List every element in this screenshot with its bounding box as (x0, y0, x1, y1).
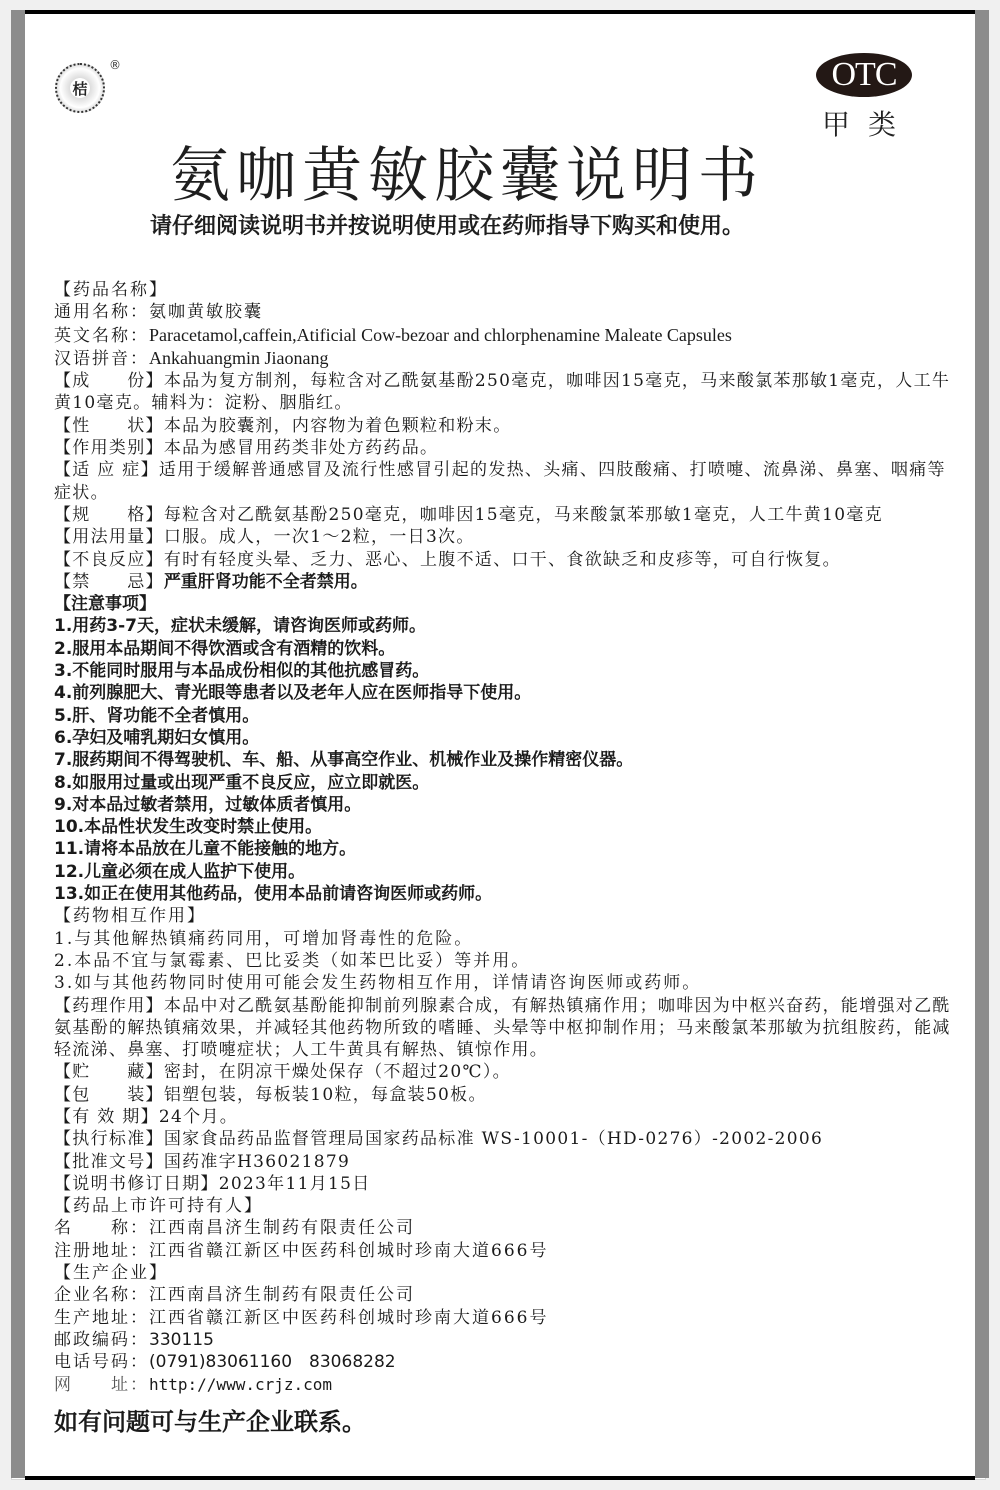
storage-section (54, 1061, 959, 1083)
dosage-section (54, 526, 959, 548)
adverse-label: 【不良反应】 (54, 549, 164, 570)
english-name-value: Paracetamol,caffein,Atificial Cow-bezoar and chlorphenamine Maleate Capsules (149, 324, 732, 345)
pharmacology-section (54, 995, 959, 1062)
postcode-label: 邮政编码： (54, 1329, 149, 1350)
indications-section (54, 459, 959, 504)
drug-name-heading: 【药品名称】 (54, 280, 168, 300)
contraindications-label: 【禁 忌】 (54, 571, 164, 592)
manufacturer-address-value: 江西省赣江新区中医药科创城时珍南大道666号 (149, 1307, 549, 1328)
revision-label: 【说明书修订日期】 (54, 1173, 219, 1194)
phone-label: 电话号码： (54, 1352, 149, 1373)
contraindications-text: 严重肝肾功能不全者禁用。 (163, 571, 368, 592)
storage-text: 密封，在阴凉干燥处保存（不超过20℃）。 (163, 1062, 511, 1083)
approval-label: 【批准文号】 (54, 1151, 164, 1172)
website-link[interactable]: http://www.crjz.com (149, 1374, 333, 1394)
otc-badge: OTC (816, 53, 912, 97)
phone-row (54, 1351, 959, 1373)
contact-note: 如有问题可与生产企业联系。 (54, 1407, 366, 1436)
top-rule (25, 10, 975, 14)
precaution-item: 6.孕妇及哺乳期妇女慎用。 (54, 727, 260, 748)
generic-name-value: 氨咖黄敏胶囊 (149, 302, 263, 323)
properties-text: 本品为胶囊剂，内容物为着色颗粒和粉末。 (163, 415, 512, 436)
interaction-item: 2.本品不宜与氯霉素、巴比妥类（如苯巴比妥）等并用。 (54, 950, 531, 971)
indications-text: 适用于缓解普通感冒及流行性感冒引起的发热、头痛、四肢酸痛、打喷嚏、流鼻涕、鼻塞、咽痛等症状。 (54, 460, 946, 503)
page-subtitle: 请仔细阅读说明书并按说明使用或在药师指导下购买和使用。 (150, 214, 745, 239)
package-text: 铝塑包装，每板装10粒，每盒装50板。 (163, 1084, 487, 1105)
holder-name-row (54, 1217, 959, 1239)
holder-address-label: 注册地址： (54, 1240, 149, 1261)
website-label: 网 址： (54, 1374, 149, 1395)
page-title: 氨咖黄敏胶囊说明书 (170, 141, 764, 211)
left-border-bar (11, 10, 25, 1478)
manufacturer-heading: 【生产企业】 (54, 1263, 168, 1284)
bottom-rule (25, 1476, 975, 1480)
contraindications-section (54, 571, 959, 593)
generic-name-label: 通用名称： (54, 302, 149, 323)
english-name-label: 英文名称： (54, 325, 149, 346)
precautions-heading: 【注意事项】 (54, 594, 156, 615)
composition-label: 【成 份】 (54, 371, 164, 392)
properties-label: 【性 状】 (54, 415, 164, 436)
validity-section (54, 1106, 959, 1128)
revision-text: 2023年11月15日 (218, 1173, 371, 1194)
pharmacology-text: 本品中对乙酰氨基酚能抑制前列腺素合成，有解热镇痛作用；咖啡因为中枢兴奋药，能增强对乙酰氨基酚的解热镇痛效果，并减轻其他药物所致的嗜睡、头晕等中枢抑制作用；马来酸氯苯那敏为抗组胺药，能减轻流涕、鼻塞、打喷嚏症状；人工牛黄具有解热、镇惊作用。 (54, 995, 951, 1061)
pinyin-row (54, 347, 959, 370)
pinyin-value: Ankahuangmin Jiaonang (149, 347, 329, 368)
postcode-row (54, 1329, 959, 1351)
precaution-item: 4.前列腺肥大、青光眼等患者以及老年人应在医师指导下使用。 (54, 683, 532, 704)
adverse-text: 有时有轻度头晕、乏力、恶心、上腹不适、口干、食欲缺乏和皮疹等，可自行恢复。 (163, 549, 841, 570)
dosage-label: 【用法用量】 (54, 527, 164, 548)
precaution-item: 3.不能同时服用与本品成份相似的其他抗感冒药。 (54, 661, 430, 682)
logo-glyph: 桔 (72, 79, 88, 98)
standard-section (54, 1128, 959, 1150)
category-section (54, 437, 959, 459)
validity-text: 24个月。 (158, 1106, 239, 1127)
category-label: 【作用类别】 (54, 438, 164, 459)
pinyin-label: 汉语拼音： (54, 348, 149, 369)
precaution-item: 9.对本品过敏者禁用，过敏体质者慎用。 (54, 794, 362, 815)
interactions-heading: 【药物相互作用】 (54, 906, 206, 927)
approval-section (54, 1151, 959, 1173)
manufacturer-name-label: 企业名称： (54, 1285, 149, 1306)
manufacturer-name-row (54, 1284, 959, 1306)
manufacturer-address-row (54, 1307, 959, 1329)
precaution-item: 12.儿童必须在成人监护下使用。 (54, 861, 306, 882)
leaflet-content (54, 279, 959, 1437)
precaution-item: 11.请将本品放在儿童不能接触的地方。 (54, 839, 357, 860)
composition-text: 本品为复方制剂，每粒含对乙酰氨基酚250毫克，咖啡因15毫克，马来酸氯苯那敏1毫克，人工牛黄10毫克。辅料为：淀粉、胭脂红。 (54, 371, 951, 414)
precaution-item: 13.如正在使用其他药品，使用本品前请咨询医师或药师。 (54, 884, 493, 905)
holder-name-label: 名 称： (54, 1218, 149, 1239)
precaution-item: 7.服药期间不得驾驶机、车、船、从事高空作业、机械作业及操作精密仪器。 (54, 750, 634, 771)
category-text: 本品为感冒用药类非处方药药品。 (163, 438, 439, 459)
right-border-bar (975, 10, 989, 1478)
dosage-text: 口服。成人，一次1～2粒，一日3次。 (163, 527, 475, 548)
interaction-item: 1.与其他解热镇痛药同用，可增加肾毒性的危险。 (54, 928, 474, 949)
phone-value: (0791)83061160 83068282 (149, 1352, 396, 1373)
storage-label: 【贮 藏】 (54, 1062, 164, 1083)
holder-address-row (54, 1240, 959, 1262)
specification-label: 【规 格】 (54, 504, 164, 525)
website-row (54, 1374, 959, 1396)
standard-label: 【执行标准】 (54, 1129, 164, 1150)
standard-text: 国家食品药品监督管理局国家药品标准 WS-10001-（HD-0276）-2002-2006 (163, 1129, 824, 1150)
specification-section (54, 504, 959, 526)
interaction-item: 3.如与其他药物同时使用可能会发生药物相互作用，详情请咨询医师或药师。 (54, 973, 702, 994)
properties-section (54, 415, 959, 437)
english-name-row (54, 324, 959, 347)
manufacturer-address-label: 生产地址： (54, 1307, 149, 1328)
composition-section (54, 370, 959, 415)
manufacturer-name-value: 江西南昌济生制药有限责任公司 (149, 1285, 415, 1306)
precaution-item: 2.服用本品期间不得饮酒或含有酒精的饮料。 (54, 638, 396, 659)
otc-class-label: 甲类 (822, 108, 915, 141)
validity-label: 【有 效 期】 (54, 1106, 159, 1127)
precaution-item: 1.用药3-7天，症状未缓解，请咨询医师或药师。 (54, 616, 426, 637)
brand-logo-icon (55, 63, 105, 113)
package-section (54, 1084, 959, 1106)
indications-label: 【适 应 症】 (54, 460, 159, 481)
precaution-item: 8.如服用过量或出现严重不良反应，应立即就医。 (54, 772, 430, 793)
registered-mark: ® (109, 58, 121, 72)
holder-name-value: 江西南昌济生制药有限责任公司 (149, 1218, 415, 1239)
package-label: 【包 装】 (54, 1084, 164, 1105)
postcode-value: 330115 (149, 1329, 214, 1350)
specification-text: 每粒含对乙酰氨基酚250毫克，咖啡因15毫克，马来酸氯苯那敏1毫克，人工牛黄10毫克 (163, 504, 883, 525)
holder-address-value: 江西省赣江新区中医药科创城时珍南大道666号 (149, 1240, 549, 1261)
approval-text: 国药准字H36021879 (163, 1151, 351, 1172)
precaution-item: 5.肝、肾功能不全者慎用。 (54, 705, 260, 726)
holder-heading: 【药品上市许可持有人】 (54, 1196, 263, 1217)
revision-section (54, 1173, 959, 1195)
pharmacology-label: 【药理作用】 (54, 995, 164, 1016)
precaution-item: 10.本品性状发生改变时禁止使用。 (54, 817, 323, 838)
generic-name-row (54, 301, 959, 323)
adverse-section (54, 549, 959, 571)
